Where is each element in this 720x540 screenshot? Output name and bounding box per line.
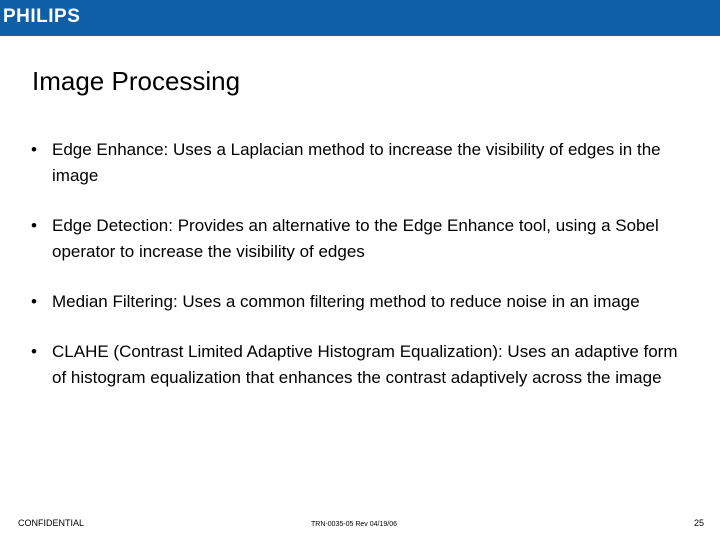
bullet-median-filtering: • Median Filtering: Uses a common filtering method to reduce noise in an image: [30, 289, 690, 315]
philips-logo: PHILIPS: [3, 6, 81, 27]
page-title: Image Processing: [32, 66, 241, 97]
footer-page-number: 25: [693, 518, 704, 528]
header-bar: [0, 0, 720, 36]
bullet-edge-enhance: • Edge Enhance: Uses a Laplacian method to increase the visibility of edges in the image: [30, 137, 690, 189]
bullet-list: [30, 137, 690, 415]
footer-confidential: CONFIDENTIAL: [18, 518, 85, 528]
footer-document-id: TRN-0035-05 Rev 04/19/06: [311, 521, 397, 528]
bullet-edge-detection: • Edge Detection: Provides an alternative to the Edge Enhance tool, using a Sobel operator to increase the visibility of edges: [30, 213, 690, 265]
bullet-clahe: • CLAHE (Contrast Limited Adaptive Histogram Equalization): Uses an adaptive form of histogram equalization that enhances the contrast adaptively across the image: [30, 339, 690, 391]
